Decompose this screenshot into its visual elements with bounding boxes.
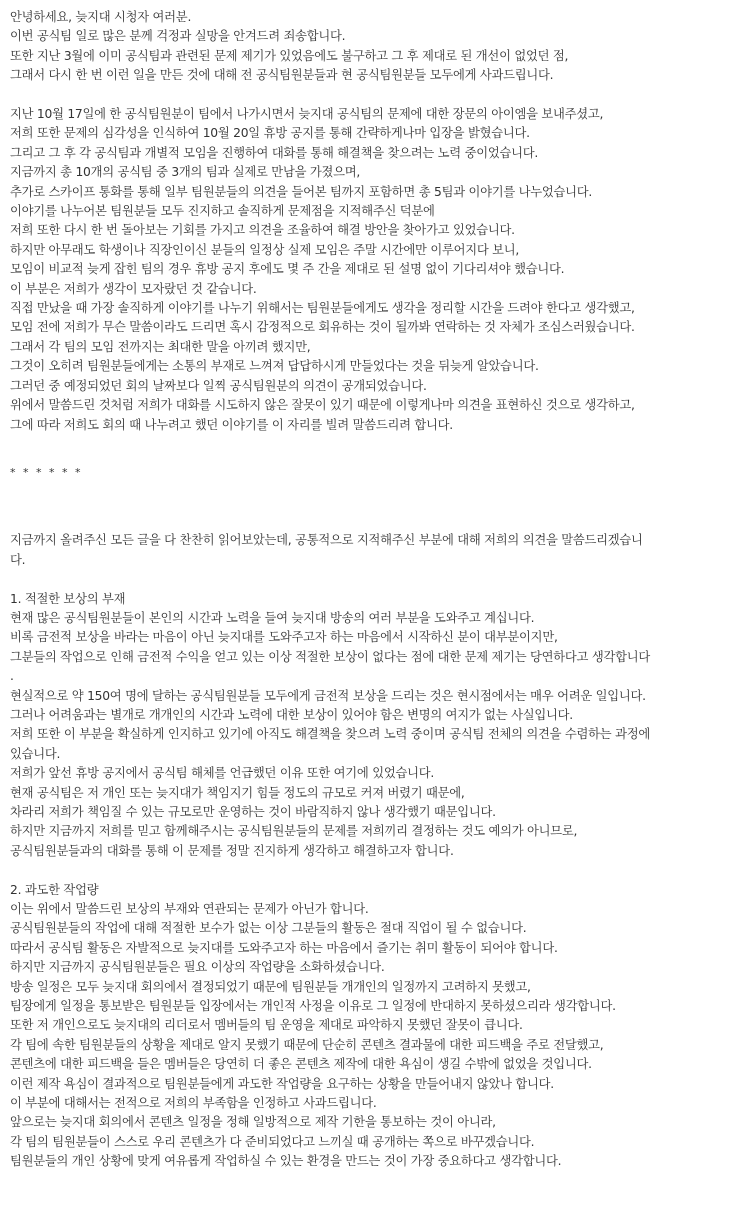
text-line: 추가로 스카이프 통화를 통해 일부 팀원분들의 의견을 들어본 팀까지 포함하면 총 5팀과 이야기를 나누었습니다. — [10, 184, 593, 199]
intro-paragraph — [10, 531, 728, 570]
text-line: 저희 또한 다시 한 번 돌아보는 기회를 가지고 의견을 조율하여 해결 방안을 찾아가고 있었습니다. — [10, 223, 515, 238]
text-line: 이 부분에 대해서는 전적으로 저희의 부족함을 인정하고 사과드립니다. — [10, 1096, 377, 1111]
section-heading: 1. 적절한 보상의 부재 — [10, 591, 126, 606]
text-line: 또한 저 개인으로도 늦지대의 리더로서 멤버들의 팀 운영을 제대로 파악하지 못했던 잘못이 큽니다. — [10, 1018, 523, 1033]
text-line: 현재 공식팀은 저 개인 또는 늦지대가 책임지기 힘들 정도의 규모로 커져 버렸기 때문에, — [10, 785, 465, 800]
section-heading: 2. 과도한 작업량 — [10, 882, 99, 897]
text-line: 이런 제작 욕심이 결과적으로 팀원분들에게 과도한 작업량을 요구하는 상황을 만들어내지 않았나 합니다. — [10, 1076, 554, 1091]
text-line: 이 부분은 저희가 생각이 모자랐던 것 같습니다. — [10, 281, 257, 296]
section-workload — [10, 881, 728, 1172]
text-line: 이번 공식팀 일로 많은 분께 걱정과 실망을 안겨드려 죄송합니다. — [10, 29, 346, 44]
text-line: 하지만 아무래도 학생이나 직장인이신 분들의 일정상 실제 모임은 주말 시간에만 이루어지다 보니, — [10, 242, 520, 257]
text-line: 그것이 오히려 팀원분들에게는 소통의 부재로 느껴져 답답하시게 만들었다는 것을 뒤늦게 알았습니다. — [10, 359, 539, 374]
text-line: 그리고 그 후 각 공식팀과 개별적 모임을 진행하여 대화를 통해 해결책을 찾으려는 노력 중이었습니다. — [10, 145, 539, 160]
text-line: 공식팀원분들의 작업에 대해 적절한 보수가 없는 이상 그분들의 활동은 절대 직업이 될 수 없습니다. — [10, 921, 527, 936]
text-line: 그래서 다시 한 번 이런 일을 만든 것에 대해 전 공식팀원분들과 현 공식팀원분들 모두에게 사과드립니다. — [10, 68, 554, 83]
text-line: 그분들의 작업으로 인해 금전적 수익을 얻고 있는 이상 적절한 보상이 없다는 점에 대한 문제 제기는 당연하다고 생각합니다 — [10, 649, 650, 664]
text-line: 지난 10월 17일에 한 공식팀원분이 팀에서 나가시면서 늦지대 공식팀의 문제에 대한 장문의 아이엠을 보내주셨고, — [10, 107, 604, 122]
text-line: 따라서 공식팀 활동은 자발적으로 늦지대를 도와주고자 하는 마음에서 즐기는 취미 활동이 되어야 합니다. — [10, 940, 558, 955]
greeting-paragraph — [10, 8, 728, 86]
text-line: 위에서 말씀드린 것처럼 저희가 대화를 시도하지 않은 잘못이 있기 때문에 이렇게나마 의견을 표현하신 것으로 생각하고, — [10, 398, 635, 413]
text-line: 지금까지 총 10개의 공식팀 중 3개의 팀과 실제로 만남을 가졌으며, — [10, 165, 361, 180]
text-line: 안녕하세요, 늦지대 시청자 여러분. — [10, 10, 192, 24]
text-line: 그러나 어려움과는 별개로 개개인의 시간과 노력에 대한 보상이 있어야 함은 변명의 여지가 없는 사실입니다. — [10, 707, 573, 722]
timeline-paragraph — [10, 105, 728, 435]
text-line: 직접 만났을 때 가장 솔직하게 이야기를 나누기 위해서는 팀원분들에게도 생각을 정리할 시간을 드려야 한다고 생각했고, — [10, 301, 635, 316]
text-line: 각 팀의 팀원분들이 스스로 우리 콘텐츠가 다 준비되었다고 느끼실 때 공개하는 쪽으로 바꾸겠습니다. — [10, 1134, 535, 1149]
text-line: 팀원분들의 개인 상황에 맞게 여유롭게 작업하실 수 있는 환경을 만드는 것이 가장 중요하다고 생각합니다. — [10, 1154, 562, 1169]
text-line: 방송 일정은 모두 늦지대 회의에서 결정되었기 때문에 팀원분들 개개인의 일정까지 고려하지 못했고, — [10, 979, 531, 994]
text-line: 차라리 저희가 책임질 수 있는 규모로만 운영하는 것이 바람직하지 않나 생각했기 때문입니다. — [10, 805, 496, 819]
text-line: 각 팀에 속한 팀원분들의 상황을 제대로 알지 못했기 때문에 단순히 콘텐츠 결과물에 대한 피드백을 주로 전달했고, — [10, 1037, 604, 1052]
text-line: 그에 따라 저희도 회의 때 나누려고 했던 이야기를 이 자리를 빌려 말씀드리려 합니다. — [10, 417, 453, 432]
text-line: 있습니다. — [10, 746, 61, 761]
text-line: 이는 위에서 말씀드린 보상의 부재와 연관되는 문제가 아닌가 합니다. — [10, 902, 369, 917]
text-line: 비록 금전적 보상을 바라는 마음이 아닌 늦지대를 도와주고자 하는 마음에서 시작하신 분이 대부분이지만, — [10, 630, 558, 645]
text-line: 저희 또한 이 부분을 확실하게 인지하고 있기에 아직도 해결책을 찾으려 노력 중이며 공식팀 전체의 의견을 수렴하는 과정에 — [10, 727, 650, 742]
text-line: 저희가 앞선 휴방 공지에서 공식팀 해체를 언급했던 이유 또한 여기에 있었습니다. — [10, 766, 434, 781]
text-line: 저희 또한 문제의 심각성을 인식하여 10월 20일 휴방 공지를 통해 간략하게나마 입장을 밝혔습니다. — [10, 126, 530, 141]
text-line: 앞으로는 늦지대 회의에서 콘텐츠 일정을 정해 일방적으로 제작 기한을 통보하는 것이 아니라, — [10, 1115, 496, 1130]
text-line: 공식팀원분들과의 대화를 통해 이 문제를 정말 진지하게 생각하고 해결하고자 합니다. — [10, 843, 454, 858]
text-line: 이야기를 나누어본 팀원분들 모두 진지하고 솔직하게 문제점을 지적해주신 덕분에 — [10, 204, 435, 219]
text-line: 하지만 지금까지 저희를 믿고 함께해주시는 공식팀원분들의 문제를 저희끼리 결정하는 것도 예의가 아니므로, — [10, 824, 578, 839]
text-line: 또한 지난 3월에 이미 공식팀과 관련된 문제 제기가 있었음에도 불구하고 그 후 제대로 된 개선이 없었던 점, — [10, 48, 569, 63]
text-line: 지금까지 올려주신 모든 글을 다 찬찬히 읽어보았는데, 공통적으로 지적해주신 부분에 대해 저희의 의견을 말씀드리겠습니 — [10, 533, 643, 548]
text-line: 하지만 지금까지 공식팀원분들은 필요 이상의 작업량을 소화하셨습니다. — [10, 960, 385, 975]
section-separator: * * * * * * — [10, 465, 83, 479]
text-line: 그러던 중 예정되었던 회의 날짜보다 일찍 공식팀원분의 의견이 공개되었습니다. — [10, 378, 427, 393]
text-line: 모임이 비교적 늦게 잡힌 팀의 경우 휴방 공지 후에도 몇 주 간을 제대로 된 설명 없이 기다리셔야 했습니다. — [10, 262, 565, 277]
text-line: 다. — [10, 552, 26, 567]
text-line: . — [10, 669, 14, 684]
text-line: 모임 전에 저희가 무슨 말씀이라도 드리면 혹시 감정적으로 회유하는 것이 될까봐 연락하는 것 자체가 조심스러웠습니다. — [10, 320, 635, 335]
text-line: 현재 많은 공식팀원분들이 본인의 시간과 노력을 들여 늦지대 방송의 여러 부분을 도와주고 계십니다. — [10, 610, 535, 625]
text-line: 콘텐츠에 대한 피드백을 들은 멤버들은 당연히 더 좋은 콘텐츠 제작에 대한 욕심이 생길 수밖에 없었을 것입니다. — [10, 1057, 592, 1072]
text-line: 팀장에게 일정을 통보받은 팀원분들 입장에서는 개인적 사정을 이유로 그 일정에 반대하지 못하셨으리라 생각합니다. — [10, 999, 616, 1014]
section-compensation — [10, 590, 728, 862]
text-line: 그래서 각 팀의 모임 전까지는 최대한 말을 아끼려 했지만, — [10, 339, 311, 354]
text-line: 현실적으로 약 150여 명에 달하는 공식팀원분들 모두에게 금전적 보상을 드리는 것은 현시점에서는 매우 어려운 일입니다. — [10, 688, 646, 703]
